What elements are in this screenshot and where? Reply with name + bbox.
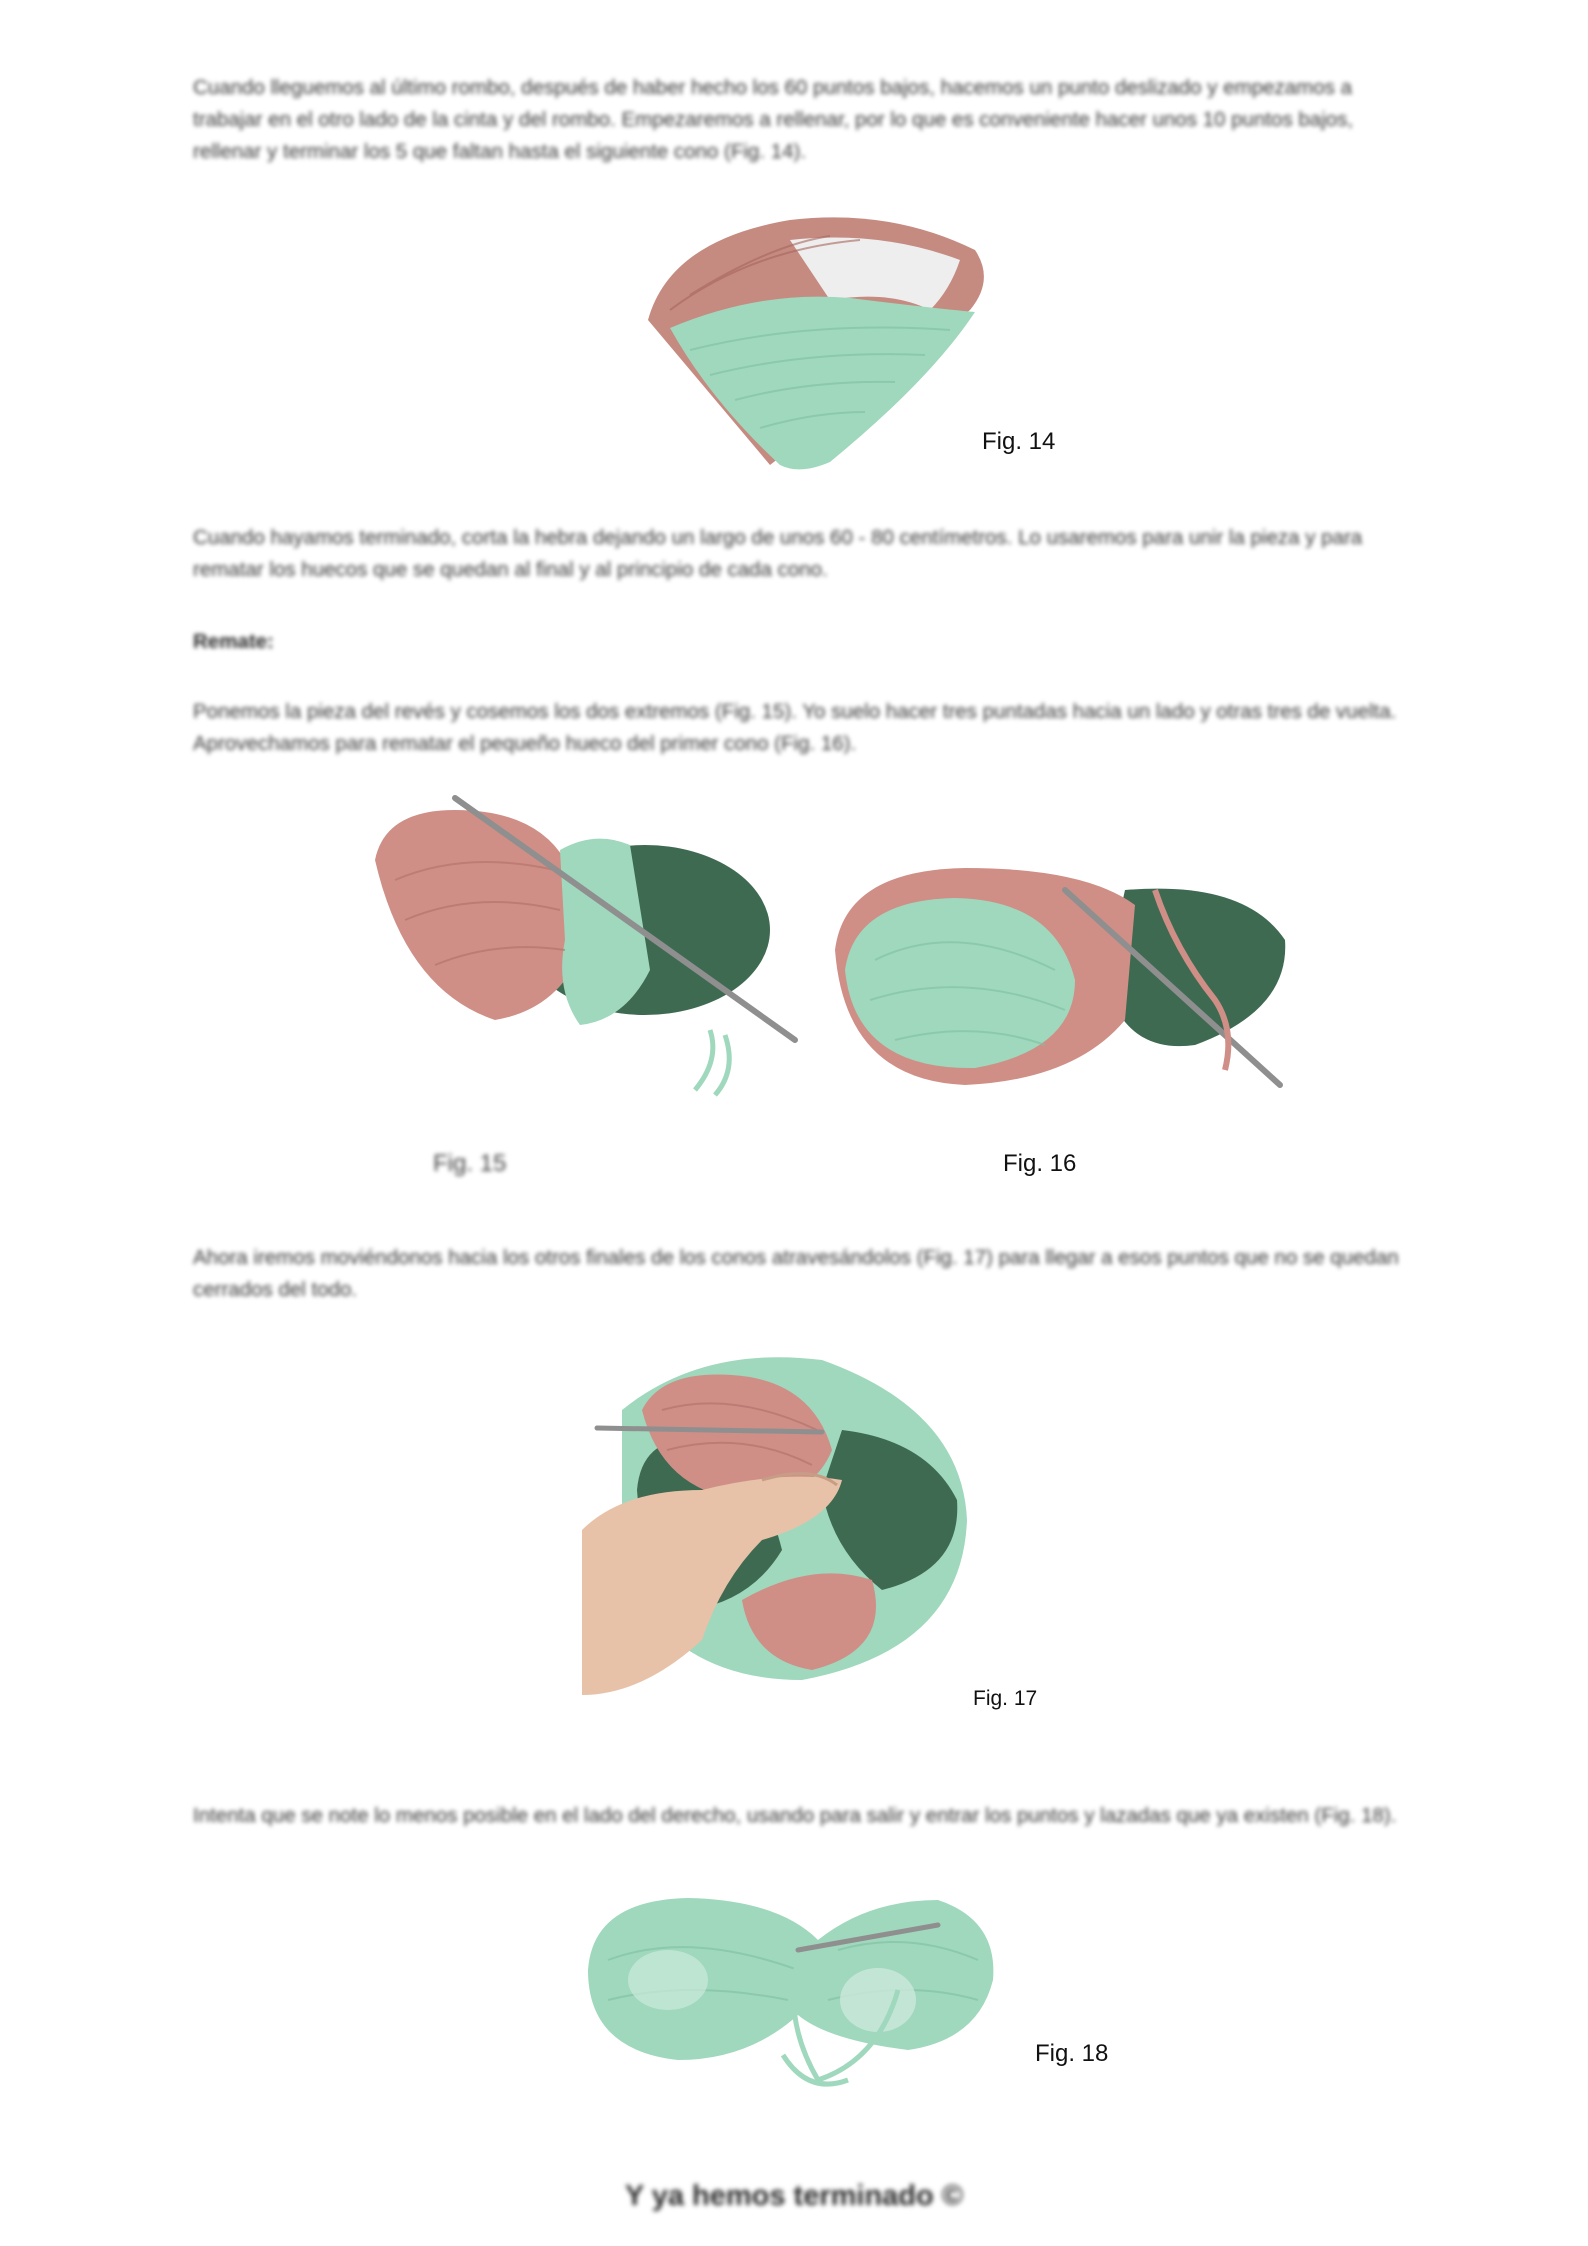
- figure-16-caption: Fig. 16: [1003, 1150, 1077, 1177]
- figure-18-image: [578, 1880, 998, 2100]
- figure-15-image: [365, 790, 805, 1100]
- paragraph-hide-stitches: Intenta que se note lo menos posible en el lado del derecho, usando para salir y entrar los puntos y lazadas que ya existen (Fig. 18).: [193, 1804, 1397, 1827]
- figure-18-caption: Fig. 18: [1035, 2040, 1109, 2067]
- figure-14-caption: Fig. 14: [982, 428, 1056, 455]
- closing-text: Y ya hemos terminado ©: [624, 2180, 964, 2212]
- paragraph-cut-thread: Cuando hayamos terminado, corta la hebra dejando un largo de unos 60 - 80 centímetros. Lo usaremos para unir la pieza y para rematar los huecos que se quedan al final y al principio de cada cono.: [193, 526, 1363, 581]
- figure-17-image: [582, 1350, 982, 1700]
- figure-16-image: [825, 860, 1295, 1100]
- paragraph-sew-ends: Ponemos la pieza del revés y cosemos los dos extremos (Fig. 15). Yo suelo hacer tres puntadas hacia un lado y otras tres de vuelta. Aprovechamos para rematar el pequeño hueco del primer cono (Fig. 16).: [193, 700, 1397, 755]
- figure-17-caption: Fig. 17: [973, 1687, 1038, 1710]
- paragraph-intro: Cuando lleguemos al último rombo, después de haber hecho los 60 puntos bajos, hacemos un punto deslizado y empezamos a trabajar en el otro lado de la cinta y del rombo. Empezaremos a rellenar, por lo que es conveniente hacer unos 10 puntos bajos, rellenar y terminar los 5 que faltan hasta el siguiente cono (Fig. 14).: [193, 76, 1354, 163]
- section-heading-remate: Remate:: [193, 630, 274, 653]
- paragraph-move-through-cones: Ahora iremos moviéndonos hacia los otros finales de los conos atravesándolos (Fig. 17) para llegar a esos puntos que no se quedan cerrados del todo.: [193, 1246, 1399, 1301]
- figure-15-caption: Fig. 15: [433, 1150, 507, 1177]
- figure-14-image: [630, 200, 1010, 480]
